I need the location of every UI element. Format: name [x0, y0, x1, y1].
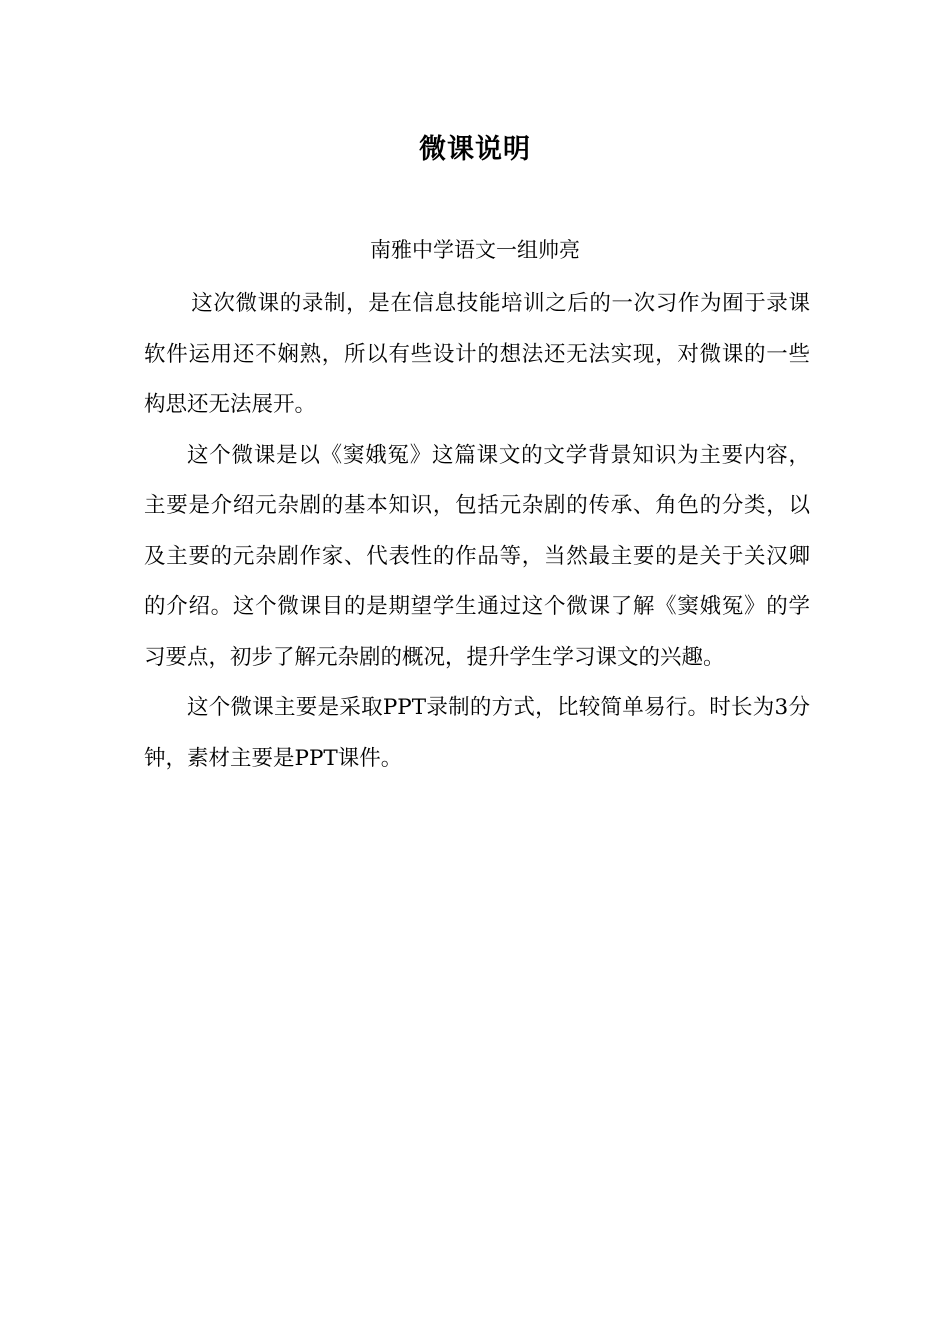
document-author: 南雅中学语文一组帅亮	[370, 238, 580, 262]
paragraph-3: 这个微课主要是采取PPT录制的方式，比较简单易行。时长为3分钟，素材主要是PPT课件。	[144, 695, 810, 771]
paragraph-1: 这次微课的录制，是在信息技能培训之后的一次习作为囿于录课软件运用还不娴熟，所以有些设计的想法还无法实现，对微课的一些构思还无法展开。	[144, 291, 810, 417]
document-title: 微课说明	[419, 134, 531, 165]
document-body	[144, 279, 810, 784]
paragraph-2: 这个微课是以《窦娥冤》这篇课文的文学背景知识为主要内容，主要是介绍元杂剧的基本知识，包括元杂剧的传承、角色的分类，以及主要的元杂剧作家、代表性的作品等，当然最主要的是关于关汉卿的介绍。这个微课目的是期望学生通过这个微课了解《窦娥冤》的学习要点，初步了解元杂剧的概况，提升学生学习课文的兴趣。	[144, 442, 810, 670]
